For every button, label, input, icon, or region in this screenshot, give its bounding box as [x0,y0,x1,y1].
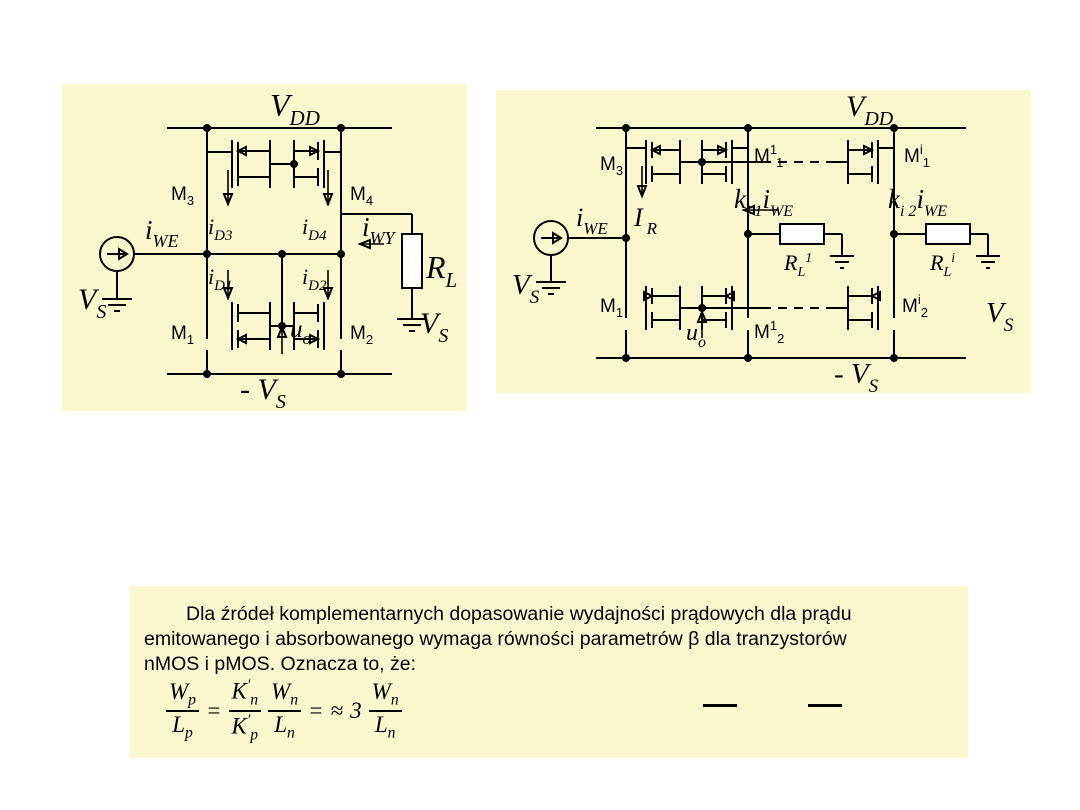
figure-right-circuit [496,90,1031,397]
label-rl-i: $R_L^i$ [930,250,956,280]
label-m4-mirror-i: $M^i_1$ [904,142,930,170]
label-vdd: $V_{DD}$ [270,87,320,130]
fraction-wp-numerator: $W_p$ [169,678,196,709]
fraction-kn-kp [229,678,262,743]
label-i-d3: $i_{D3}$ [208,214,233,244]
approx-sign: ≈ [330,697,344,723]
label-m4-mirror1: $M^1_1$ [754,142,784,170]
label-vs-left: $V_S$ [78,283,107,323]
fraction-ln-denominator: $L_n$ [274,711,295,742]
label-r-l: $R_L$ [426,249,458,292]
fraction-wn-numerator: $W_n$ [371,678,399,709]
label-m1: $M_1$ [171,323,195,347]
paragraph-line-1 [144,602,954,627]
label-minus-vs-right: - $V_S$ [834,358,879,397]
equals-sign-2: = [308,697,324,723]
label-m2-mirror1: $M^1_2$ [754,318,785,346]
label-m1-right: $M_1$ [600,296,624,320]
label-m2: $M_2$ [350,323,374,347]
fraction-kn-numerator: $K'_n$ [231,677,259,709]
figure-left-panel [62,84,467,411]
paragraph-line-3: nMOS i pMOS. Oznacza to, że: [144,653,417,675]
label-i-d4: $i_{D4}$ [302,214,327,244]
equals-sign-1: = [205,697,222,723]
paragraph-line-1-text: Dla źródeł komplementarnych dopasowanie wydajności prądowych dla prądu [186,603,852,625]
label-rl-1: $R_L^1$ [784,250,813,280]
fraction-kp-denominator: $K'_p$ [231,711,259,743]
label-minus-vs: - $V_S$ [240,373,286,413]
label-i-r: I $_R$ [634,203,658,238]
paragraph-line-2: emitowanego i absorbowanego wymaga równości parametrów β dla tranzystorów [144,628,847,650]
label-i-wy: $i_{WY}$ [362,212,395,248]
dash-mark-1 [703,704,737,707]
fraction-wp-denominator: $L_p$ [172,711,193,742]
label-i-we: $i_{WE}$ [145,215,179,251]
label-m3: $M_3$ [171,184,195,208]
label-i-d2: $i_{D2}$ [302,264,327,294]
fraction-ln-denominator: $L_n$ [374,711,396,742]
label-i-we-right: $i_{WE}$ [576,203,608,238]
label-ki-iwe: $k_{i 2}i_{WE}$ [888,184,948,220]
label-u-o-right: $u_o$ [686,320,706,351]
figure-left-circuit [62,84,467,411]
label-i-d1: $i_{D1}$ [208,264,233,294]
dash-mark-2 [808,704,842,707]
label-vs-left-right: $V_S$ [512,269,540,308]
label-k1-iwe: $k_{i 1}i_{WE}$ [734,184,794,220]
label-m4: $M_4$ [350,184,374,208]
label-u-o: $u_o$ [290,316,311,348]
label-m2-mirror-i: $M^i_2$ [902,292,928,320]
fraction-wn-ln-2 [369,680,402,742]
label-vs-right-right: $V_S$ [986,297,1014,336]
figure-right-panel [496,90,1031,397]
fraction-wn-ln-1 [268,680,301,742]
formula-beta-matching [166,678,402,743]
factor-value: 3 [350,697,362,723]
label-vdd-right: $V_{DD}$ [846,90,894,130]
paragraph-block [130,586,968,677]
label-vs-right: $V_S$ [420,307,449,347]
text-panel [130,586,968,758]
fraction-wp-lp [166,680,199,742]
label-m3-right: $M_3$ [600,154,624,178]
fraction-wn-numerator: $W_n$ [271,678,298,709]
